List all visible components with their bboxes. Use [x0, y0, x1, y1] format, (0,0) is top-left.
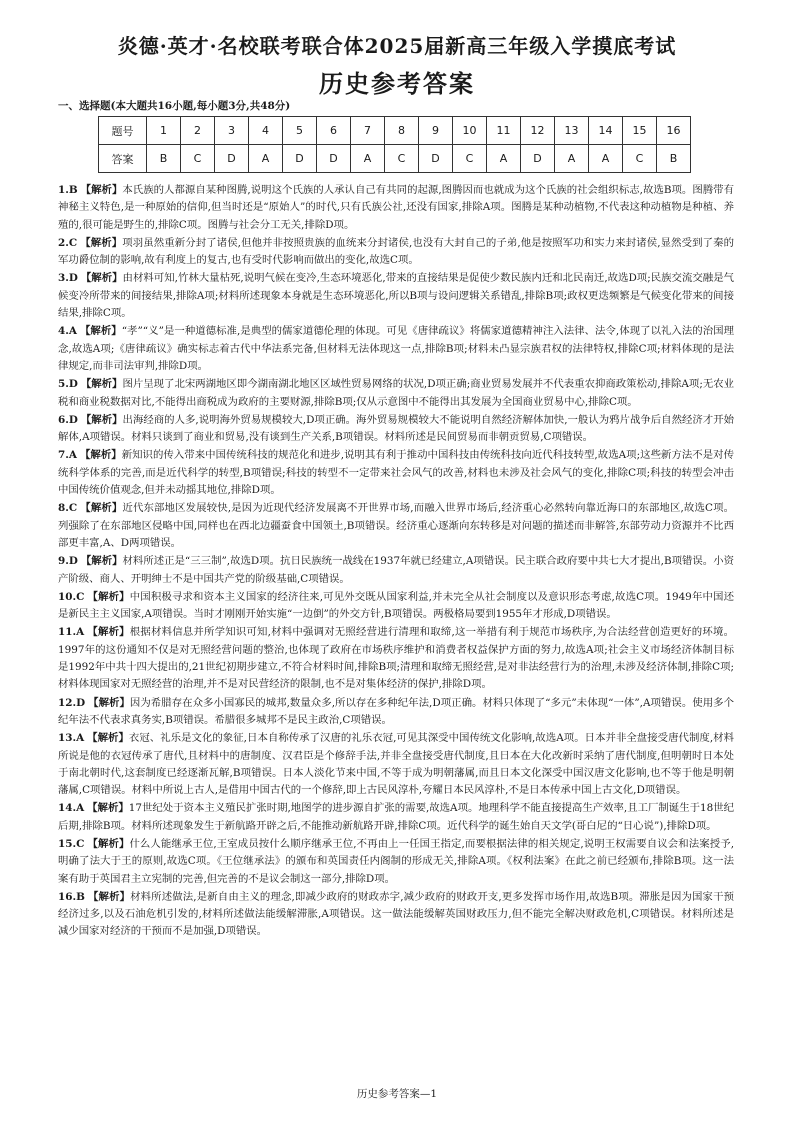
- item-number: 16.: [58, 890, 77, 903]
- explanation-item: [58, 889, 734, 941]
- item-answer: B: [68, 184, 78, 196]
- page-footer: 历史参考答案—1: [356, 1088, 438, 1100]
- item-text: 因为希腊存在众多小国寡民的城邦,数量众多,所以存在多种纪年法,D项正确。材料只体现了“多元”未体现“一体”,A项错误。使用多个纪年法不代表求真务实,B项错误。希腊很多城邦不是民主政治,C项错误。: [58, 696, 734, 726]
- item-text: 新知识的传入带来中国传统科技的规范化和进步,说明其有利于推动中国科技由传统科技向近代科技转型,故选A项;这些新方法不是对传统科学体系的完善,而是近代科学的转型,B项错误;科技的转型不一定带来社会风气的改善,材料也未涉及社会风气的变化,排除C项;科技的转型会冲击中国传统价值观念,但并未动摇其地位,排除D项。: [58, 449, 734, 497]
- analysis-tag: 【解析】: [79, 325, 122, 338]
- explanation-item: [58, 235, 734, 270]
- question-number-cell: 12: [521, 117, 555, 145]
- explanation-item: [58, 553, 734, 588]
- item-text: 出海经商的人多,说明海外贸易规模较大,D项正确。海外贸易规模较大不能说明自然经济解体加快,一般认为鸦片战争后自然经济才开始解体,A项错误。材料只谈到了商业和贸易,没有谈到生产关系,B项错误。材料所述是民间贸易而非朝贡贸易,C项错误。: [58, 413, 735, 444]
- question-number-cell: 6: [317, 117, 351, 145]
- answer-cell: A: [351, 145, 385, 173]
- answer-cell: B: [657, 145, 691, 173]
- question-number-cell: 5: [283, 117, 317, 145]
- question-number-cell: 7: [351, 117, 385, 145]
- analysis-tag: 【解析】: [79, 449, 122, 462]
- question-number-cell: 13: [555, 117, 589, 145]
- answer-cell: A: [487, 145, 521, 173]
- item-number: 10.: [58, 590, 77, 603]
- item-answer: D: [68, 272, 78, 285]
- answer-cell: D: [419, 145, 453, 173]
- item-number: 13.: [58, 732, 77, 745]
- question-number-cell: 9: [419, 117, 453, 145]
- analysis-tag: 【解析】: [87, 890, 131, 903]
- explanation-item: [58, 836, 734, 888]
- answer-cell: B: [147, 145, 181, 173]
- analysis-tag: 【解析】: [80, 236, 123, 249]
- item-number: 8.: [58, 502, 69, 515]
- analysis-tag: 【解析】: [87, 626, 130, 639]
- explanation-item: [58, 323, 734, 375]
- item-answer: D: [76, 696, 86, 709]
- item-text: “孝”“义”是一种道德标准,是典型的儒家道德伦理的体现。可见《唐律疏议》将儒家道德精神注入法律、法令,体现了以礼入法的治国理念,故选A项;《唐律疏议》确实标志着古代中华法系完备,但材料无法体现这一点,排除B项;材料未凸显宗族君权的法律特权,排除C项;材料体现的是法律规定,而非司法审判,排除D项。: [58, 325, 734, 372]
- explanation-item: [58, 376, 734, 411]
- item-text: 材料所述做法,是新自由主义的理念,即减少政府的财政赤字,减少政府的财政开支,更多发挥市场作用,故选B项。滞胀是因为国家干预经济过多,以及石油危机引发的,材料所述做法能缓解滞胀,A项错误。这一做法能缓解英国财政压力,但不能完全解决财政危机,C项错误。材料所述是减少国家对经济的干预而不是加强,D项错误。: [58, 890, 734, 938]
- row-label-number: 题号: [99, 117, 147, 145]
- item-number: 15.: [58, 837, 77, 850]
- item-text: 近代东部地区发展较快,是因为近现代经济发展离不开世界市场,而融入世界市场后,经济重心必然转向靠近海口的东部地区,故选C项。列强除了在东部地区侵略中国,同样也在西北边疆蚕食中国领土,B项错误。经济重心逐渐向东转移是对问题的描述而非解答,东部劳动力资源并不比西部更丰富,A、D两项错误。: [58, 502, 735, 549]
- item-text: 材料所述正是“三三制”,故选D项。抗日民族统一战线在1937年就已经建立,A项错误。民主联合政府要中共七大才提出,B项错误。小资产阶级、商人、开明绅士不是中国共产党的阶级基础,C项错误。: [58, 555, 735, 585]
- item-answer: D: [68, 413, 78, 426]
- answer-cell: A: [249, 145, 283, 173]
- item-answer: C: [68, 236, 78, 249]
- analysis-tag: 【解析】: [80, 272, 123, 285]
- item-text: 衣冠、礼乐是文化的象征,日本自称传承了汉唐的礼乐衣冠,可见其深受中国传统文化影响,故选A项。日本并非全盘接受唐代制度,材料所说是他的衣冠传承了唐代,且材料中的唐制度、汉君臣是个修辞手法,并非全盘接受唐代制度,且日本在大化改新时采纳了唐代制度,但明朝时日本处于南北朝时代,这套制度已经逐渐瓦解,B项错误。日本人淡化节来中国,不等于成为明朝藩属,而且日本文化深受中国汉唐文化影响,也不等于他是明朝藩属,C项错误。材料中所说上古人,是借用中国古代的一个修辞,即上古民风淳朴,夸耀日本民风淳朴,不是日本传承中国上古文化,D项错误。: [58, 732, 735, 797]
- item-number: 11.: [58, 626, 77, 639]
- answer-cell: D: [283, 145, 317, 173]
- item-number: 2.: [58, 236, 69, 249]
- explanation-item: [58, 695, 734, 730]
- question-number-cell: 1: [147, 117, 181, 145]
- answer-cell: A: [555, 145, 589, 173]
- item-answer: A: [76, 626, 85, 639]
- item-text: 中国积极寻求和资本主义国家的经济往来,可见外交既从国家利益,并未完全从社会制度以及意识形态考虑,故选C项。1949年中国还是新民主主义国家,A项错误。当时才刚刚开始实施“一边倒”的外交方针,B项错误。两极格局要到1955年才形成,D项错误。: [58, 590, 734, 621]
- question-number-cell: 2: [181, 117, 215, 145]
- answer-cell: C: [453, 145, 487, 173]
- question-number-cell: 16: [657, 117, 691, 145]
- analysis-tag: 【解析】: [87, 837, 130, 850]
- analysis-tag: 【解析】: [80, 502, 123, 515]
- answer-cell: D: [521, 145, 555, 173]
- answer-cell: C: [385, 145, 419, 173]
- item-text: 项羽虽然重新分封了诸侯,但他并非按照贵族的血统来分封诸侯,也没有大封自己的子弟,他是按照军功和实力来封诸侯,显然受到了秦的军功爵位制的影响,故有利度上的复古,也有受时代影响而做出的变化,故选C项。: [58, 236, 734, 267]
- analysis-tag: 【解析】: [87, 732, 129, 745]
- item-answer: A: [76, 802, 85, 815]
- item-number: 6.: [58, 413, 69, 426]
- explanation-item: [58, 730, 734, 799]
- question-number-row: [99, 117, 691, 145]
- item-number: 1.: [58, 184, 69, 196]
- question-number-cell: 14: [589, 117, 623, 145]
- analysis-tag: 【解析】: [80, 184, 123, 196]
- item-number: 3.: [58, 272, 69, 285]
- analysis-tag: 【解析】: [80, 378, 123, 391]
- item-text: 由材料可知,竹林大量枯死,说明气候在变冷,生态环境恶化,带来的直接结果是促使少数民族内迁和北民南迁,故选D项;民族交流交融是气候变冷所带来的间接结果,排除A项;材料所述现象本身就是生态环境恶化,所以B项与设问逻辑关系错乱,排除B项;政权更迭频繁是气候变化带来的间接结果,排除C项。: [58, 272, 735, 320]
- item-text: 什么人能继承王位,王室成员按什么顺序继承王位,不再由上一任国王指定,而要根据法律的相关规定,说明王权需要自议会和法案授予,明确了法大于王的原则,故选C项。《王位继承法》的颁布和英国责任内阁制的形成无关,排除A项。《权利法案》在此之前已经颁布,排除B项。这一法案有助于英国君主立宪制的完善,但完善的不是议会制这一部分,排除D项。: [58, 837, 734, 885]
- item-answer: A: [68, 325, 77, 338]
- item-number: 9.: [58, 555, 69, 568]
- analysis-tag: 【解析】: [80, 413, 123, 426]
- analysis-tag: 【解析】: [88, 696, 130, 709]
- item-answer: B: [76, 890, 85, 903]
- exam-title: 炎德·英才·名校联考联合体2025届新高三年级入学摸底考试: [117, 34, 677, 58]
- item-text: 17世纪处于资本主义殖民扩张时期,地图学的进步源自扩张的需要,故选A项。地理科学不能直接提高生产效率,且工厂制诞生于18世纪后期,排除B项。材料所述现象发生于新航路开辟之后,不能推动新航路开辟,排除C项。近代科学的诞生始自天文学(哥白尼的“日心说”),排除D项。: [58, 802, 734, 832]
- item-answer: C: [68, 502, 78, 515]
- section-heading: 一、选择题(本大题共16小题,每小题3分,共48分): [58, 100, 291, 112]
- explanation-item: [58, 270, 734, 322]
- question-number-cell: 8: [385, 117, 419, 145]
- analysis-tag: 【解析】: [87, 802, 129, 815]
- item-answer: C: [76, 590, 85, 603]
- answer-row: [99, 145, 691, 173]
- explanation-item: [58, 500, 734, 552]
- item-answer: D: [68, 555, 78, 568]
- item-answer: A: [68, 449, 77, 462]
- question-number-cell: 11: [487, 117, 521, 145]
- item-number: 7.: [58, 449, 69, 462]
- explanation-item: [58, 624, 734, 693]
- question-number-cell: 10: [453, 117, 487, 145]
- analysis-tag: 【解析】: [80, 555, 123, 568]
- item-answer: D: [68, 378, 78, 391]
- item-text: 图片呈现了北宋两湖地区即今湖南湖北地区区域性贸易网络的状况,D项正确;商业贸易发展并不代表重农抑商政策松动,排除A项;无农业税和商业税数据对比,不能得出商税成为政府的主要财源,排除B项;仅从示意图中不能得出其发展为全国商业贸易中心,排除C项。: [58, 378, 735, 408]
- question-number-cell: 4: [249, 117, 283, 145]
- row-label-answer: 答案: [99, 145, 147, 173]
- item-number: 14.: [58, 802, 77, 815]
- answer-cell: C: [181, 145, 215, 173]
- question-number-cell: 15: [623, 117, 657, 145]
- explanation-item: [58, 589, 734, 624]
- explanation-item: [58, 447, 734, 499]
- answer-table: [98, 116, 691, 173]
- item-answer: C: [76, 837, 85, 850]
- answer-cell: C: [623, 145, 657, 173]
- item-answer: A: [76, 732, 85, 745]
- explanation-item: [58, 800, 734, 835]
- item-number: 4.: [58, 325, 69, 338]
- answer-cell: D: [317, 145, 351, 173]
- analysis-tag: 【解析】: [87, 590, 130, 603]
- question-number-cell: 3: [215, 117, 249, 145]
- answer-cell: D: [215, 145, 249, 173]
- answer-cell: A: [589, 145, 623, 173]
- document-subtitle: 历史参考答案: [319, 69, 475, 98]
- explanation-list: [58, 182, 734, 942]
- item-text: 本氏族的人都源自某种图腾,说明这个氏族的人承认自己有共同的起源,图腾因而也就成为这个氏族的社会组织标志,故选B项。图腾带有神秘主义特色,是一种原始的信仰,但当时还是“原始人”的时代,只有氏族公社,还没有国家,排除A项。图腾是某种动植物,不代表这种动植物是种植、养殖的,很可能是野生的,排除C项。图腾与社会分工无关,排除D项。: [58, 184, 734, 231]
- explanation-item: [58, 182, 734, 234]
- explanation-item: [58, 412, 734, 447]
- item-number: 12.: [58, 696, 77, 709]
- item-number: 5.: [58, 378, 69, 391]
- item-text: 根据材料信息并所学知识可知,材料中强调对无照经营进行清理和取缔,这一举措有利于规范市场秩序,为合法经营创造更好的环境。1997年的这份通知不仅是对无照经营问题的整治,也体现了政府在市场秩序维护和消费者权益保护方面的努力,故选A项;社会主义市场经济体制目标是1992年中共十四大提出的,21世纪初期步建立,不符合材料时间,排除B项;清理和取缔无照经营,是对非法经营行为的治理,未涉及经济体制,排除C项;材料体现国家对无照经营的治理,并不是对民营经济的限制,也不是对集体经济的保护,排除D项。: [58, 626, 735, 691]
